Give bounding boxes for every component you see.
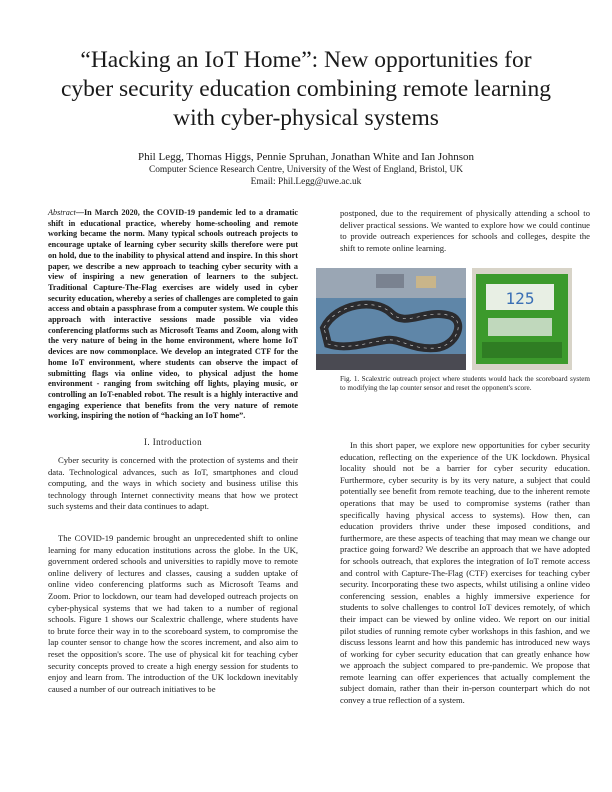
paper-title xyxy=(30,46,582,133)
abstract-label: Abstract xyxy=(48,208,76,217)
authors: Phil Legg, Thomas Higgs, Pennie Spruhan, Jonathan White and Ian Johnson xyxy=(138,151,474,163)
abstract xyxy=(48,208,298,422)
intro-paragraph-1: Cyber security is concerned with the protection of systems and their data. Technological advances, such as IoT, smartphones and cloud computing, and the ways in which society and business utilise this technology through Internet connectivity means that how we protect such systems and their data continues to adapt. xyxy=(48,455,298,512)
email: Email: Phil.Legg@uwe.ac.uk xyxy=(250,177,362,187)
title-line: cyber security education combining remote learning xyxy=(60,76,552,102)
intro-paragraph-3: postponed, due to the requirement of physically attending a school to deliver practical sessions. We wanted to explore how we could continue to provide outreach experiences for schools and colleges, despite the shift to remote online learning. xyxy=(340,208,590,253)
intro-paragraph-4: In this short paper, we explore new opportunities for cyber security education, reflecting on the experience of the UK lockdown. Physical locality should not be a barrier for cyber security education. Furthermore, cyber security is by its very nature, a subject that could potentially see benefit from remote teaching, due to the inherent remote operations that may be used to compromise systems (rather than specifically having physical access to systems). How then, can education providers thrive under these imposed conditions, and furthermore, are these aspects of teaching that may mean we change our practice going forward? We describe an approach that we have adopted for schools outreach, that explores the integration of IoT remote access and control with Capture-The-Flag (CTF) exercises for teaching cyber security. Incorporating these two aspects, whilst utilising a online video conferencing session, enables a highly immersive experience for students to solve challenges to control IoT devices remotely, of which their impact can be viewed by online video. We report on our initial pilot studies of running remote cyber workshops in this fashion, and we discuss lessons learnt and how this pandemic has introduced new ways of working for cyber security education that can greatly enhance how we approach the subject compared to pre-pandemic. We propose that remote learning can offer experiences that actually complement the subject domain, rather than their in-person counterpart which do not convey a true reflection of a system. xyxy=(340,440,590,706)
section-heading: I. Introduction xyxy=(144,437,202,447)
figure-1-caption: Fig. 1. Scalextric outreach project where students would hack the scoreboard system to modifying the lap counter sensor and reset the opponent's score. xyxy=(340,375,590,393)
intro-paragraph-2: The COVID-19 pandemic brought an unprecedented shift to online learning for many education institutions across the globe. In the UK, government ordered schools and universities to rapidly move to remote online delivery of lectures and classes, causing a sudden uptake of online video conferencing platforms such as Microsoft Teams and Zoom. Prior to lockdown, our team had developed outreach projects on cyber-physical systems that we had taken to a number of regional schools. Figure 1 shows our Scalextric challenge, where students have to brute force their way in to the scoreboard system, to compromise the lap counter sensor to change how the scores increment, and also aim to reset the opposition's score. The use of physical kit for teaching cyber security concepts proved to create a high energy session for students to enjoy and learn from. The introduction of the UK lockdown inevitably caused a number of our outreach initiatives to be xyxy=(48,533,298,694)
scoreboard-photo xyxy=(472,268,572,370)
affiliation: Computer Science Research Centre, University of the West of England, Bristol, UK xyxy=(148,165,464,175)
figure-1-photos xyxy=(316,268,572,370)
title-line: “Hacking an IoT Home”: New opportunities for xyxy=(80,47,532,73)
title-line: with cyber-physical systems xyxy=(173,105,439,131)
abstract-text: —In March 2020, the COVID-19 pandemic led to a dramatic shift in educational practice, whereby home-schooling and remote working became the norm. Many typical schools outreach projects to encourage uptake of learning cyber security skills therefore were put on hold, due to the inability to physical attend and inspire. In this short paper, we describe a new approach to teaching cyber security with a view of inspiring a new generation of learners to the subject. Traditional Capture-The-Flag exercises are widely used in cyber security education, whereby a series of challenges are completed to gain access and obtain a passphrase from a computer system. We couple this approach with interactive sessions made possible via video conferencing platforms such as Microsoft Teams and Zoom, along with the very nature of being in the home environment, where home IoT devices are now commonplace. We develop an integrated CTF for the home IoT environment, where students can observe the impact of submitting flags via online video, to physical adjust the home environment - ranging from switching off lights, playing music, or controlling an IoT-enabled robot. The result is a highly interactive and engaging experience that benefits from the very nature of remote working, inspiring the notion of “hacking an IoT home”. xyxy=(48,208,298,421)
scoreboard-digits: 125 xyxy=(505,289,535,308)
scalextric-photo xyxy=(316,268,466,370)
